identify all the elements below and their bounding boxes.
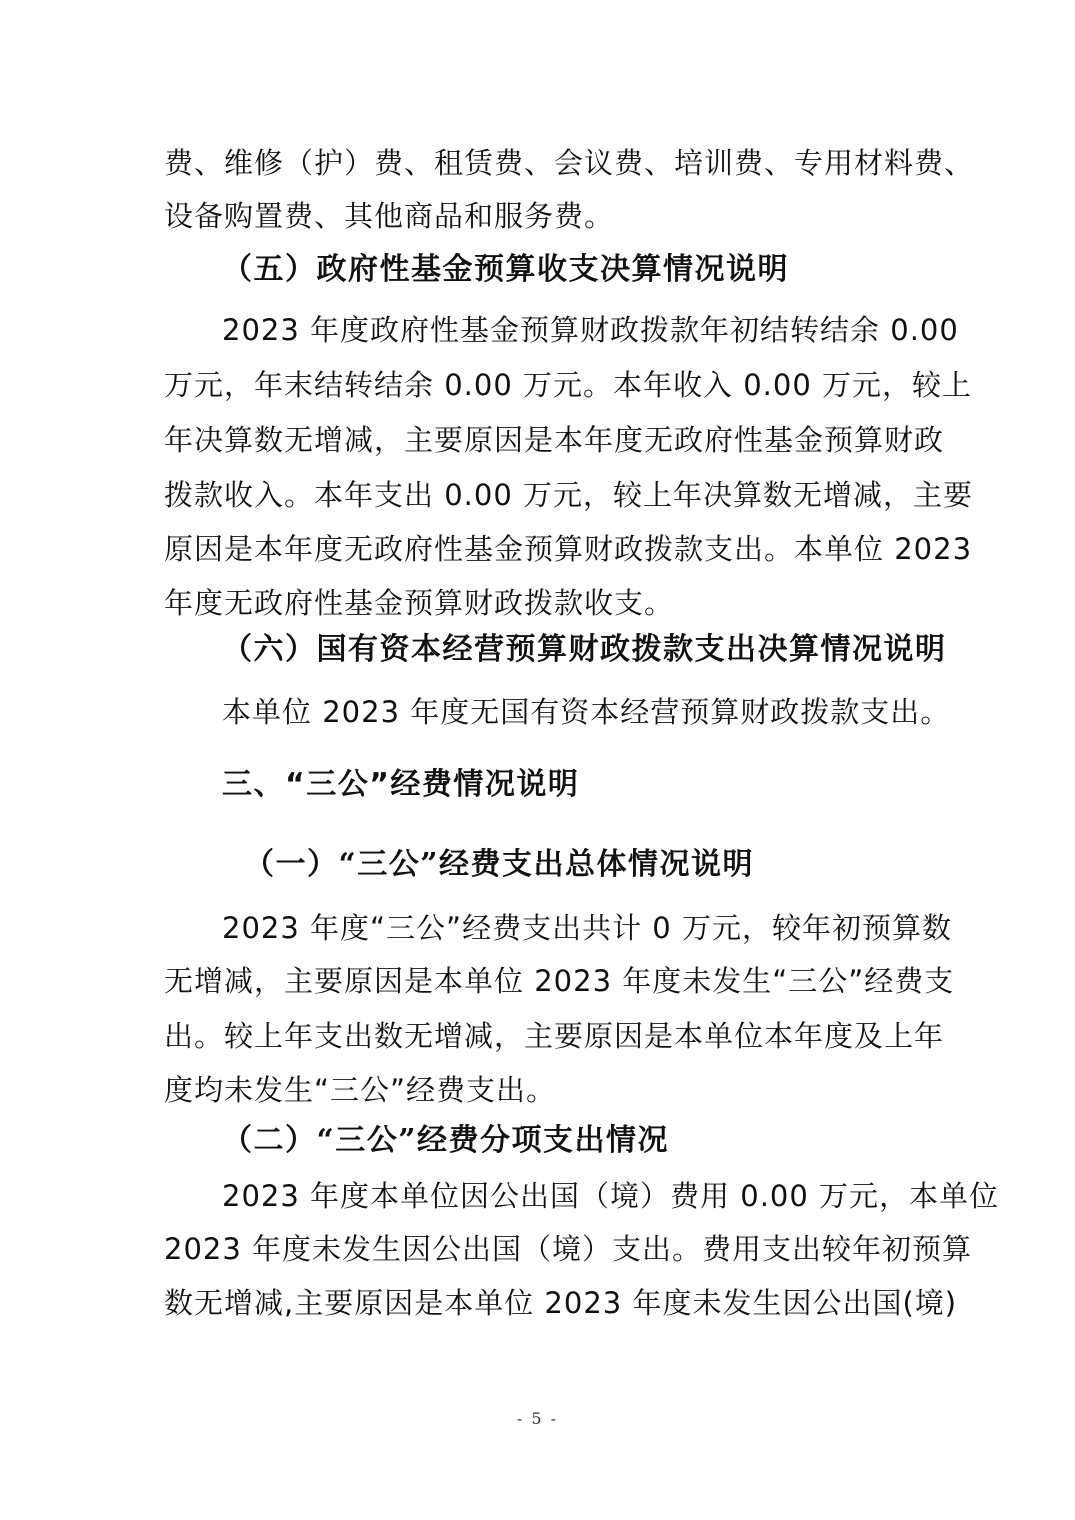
section-heading-five: （五）政府性基金预算收支决算情况说明 — [222, 252, 789, 287]
body-line: 2023 年度本单位因公出国（境）费用 0.00 万元，本单位 — [222, 1179, 1000, 1213]
page-number: - 5 - — [516, 1409, 559, 1428]
body-line: 度均未发生“三公”经费支出。 — [164, 1073, 557, 1107]
section-heading-one: （一）“三公”经费支出总体情况说明 — [244, 847, 755, 882]
body-line: 2023 年度政府性基金预算财政拨款年初结转结余 0.00 — [222, 313, 959, 347]
body-line: 本单位 2023 年度无国有资本经营预算财政拨款支出。 — [222, 695, 951, 729]
body-line: 费、维修（护）费、租赁费、会议费、培训费、专用材料费、 — [164, 146, 975, 180]
body-line: 万元，年末结转结余 0.00 万元。本年收入 0.00 万元，较上 — [164, 368, 973, 402]
body-line: 出。较上年支出数无增减，主要原因是本单位本年度及上年 — [164, 1019, 945, 1053]
body-line: 无增减，主要原因是本单位 2023 年度未发生“三公”经费支 — [164, 964, 955, 998]
body-line: 年度无政府性基金预算财政拨款收支。 — [164, 586, 675, 620]
body-line: 原因是本年度无政府性基金预算财政拨款支出。本单位 2023 — [164, 532, 973, 566]
chapter-heading-three: 三、“三公”经费情况说明 — [222, 767, 580, 802]
body-line: 年决算数无增减，主要原因是本年度无政府性基金预算财政 — [164, 423, 945, 457]
body-line: 设备购置费、其他商品和服务费。 — [164, 199, 615, 233]
body-line: 2023 年度“三公”经费支出共计 0 万元，较年初预算数 — [222, 911, 952, 945]
body-line: 2023 年度未发生因公出国（境）支出。费用支出较年初预算 — [164, 1232, 973, 1266]
section-heading-six: （六）国有资本经营预算财政拨款支出决算情况说明 — [222, 632, 947, 667]
body-line: 拨款收入。本年支出 0.00 万元，较上年决算数无增减，主要 — [164, 478, 974, 512]
body-line: 数无增减,主要原因是本单位 2023 年度未发生因公出国(境) — [164, 1286, 958, 1320]
section-heading-two: （二）“三公”经费分项支出情况 — [222, 1123, 670, 1158]
